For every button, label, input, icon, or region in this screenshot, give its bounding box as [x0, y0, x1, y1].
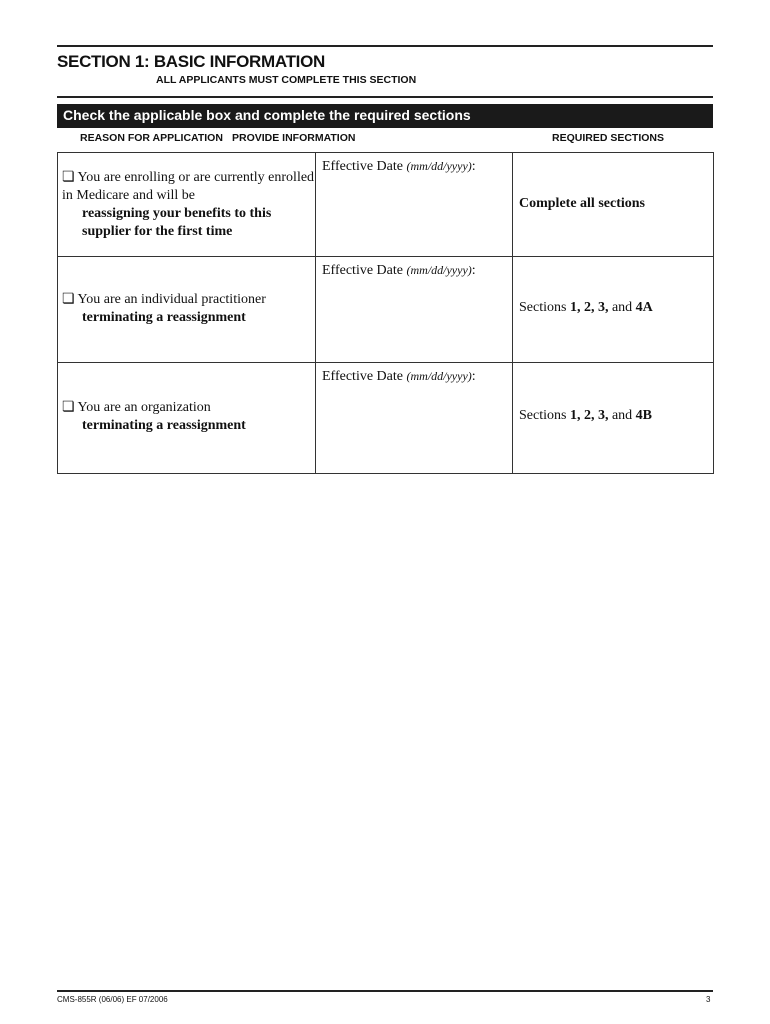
reason-text: You are enrolling or are currently enrolled in Medicare and will be — [62, 170, 315, 203]
table-row — [58, 153, 714, 257]
required-sections: Sections 1, 2, 3, and 4B — [519, 408, 653, 423]
checkbox-enrolling[interactable]: ❏ — [62, 170, 75, 185]
banner-text: Check the applicable box and complete the required sections — [63, 107, 471, 123]
effective-date-field[interactable] — [316, 257, 512, 362]
checkbox-organization[interactable]: ❏ — [62, 400, 75, 415]
table-row — [58, 363, 714, 474]
effective-date-field[interactable] — [316, 153, 512, 256]
column-header-required: REQUIRED SECTIONS — [552, 132, 665, 144]
section-subtitle: ALL APPLICANTS MUST COMPLETE THIS SECTION — [156, 74, 417, 86]
reason-text: You are an individual practitioner — [77, 292, 266, 307]
colon: : — [471, 159, 476, 174]
reason-bold-text: terminating a reassignment — [82, 418, 246, 433]
date-format: (mm/dd/yyyy) — [406, 369, 472, 383]
instruction-banner — [57, 104, 713, 128]
date-label: Effective Date — [322, 263, 403, 278]
page-number: 3 — [706, 995, 711, 1004]
reason-bold-text: terminating a reassignment — [82, 310, 246, 325]
effective-date-field[interactable] — [316, 363, 512, 473]
table-row — [58, 257, 714, 363]
reason-table — [57, 152, 714, 474]
required-sections: Sections 1, 2, 3, and 4A — [519, 300, 653, 315]
form-id: CMS-855R (06/06) EF 07/2006 — [57, 995, 168, 1004]
colon: : — [471, 369, 476, 384]
date-label: Effective Date — [322, 159, 403, 174]
top-rule — [57, 45, 713, 47]
date-label: Effective Date — [322, 369, 403, 384]
footer-rule — [57, 990, 713, 992]
divider-rule — [57, 96, 713, 98]
date-format: (mm/dd/yyyy) — [406, 263, 472, 277]
column-header-reason: REASON FOR APPLICATION — [80, 132, 223, 144]
required-sections: Complete all sections — [519, 196, 645, 211]
reason-bold-text: reassigning your benefits to this supplier for the first time — [82, 206, 272, 239]
reason-text: You are an organization — [77, 400, 211, 415]
section-title: SECTION 1: BASIC INFORMATION — [57, 52, 326, 71]
checkbox-individual[interactable]: ❏ — [62, 292, 75, 307]
column-header-info: PROVIDE INFORMATION — [232, 132, 356, 144]
colon: : — [471, 263, 476, 278]
date-format: (mm/dd/yyyy) — [406, 159, 472, 173]
